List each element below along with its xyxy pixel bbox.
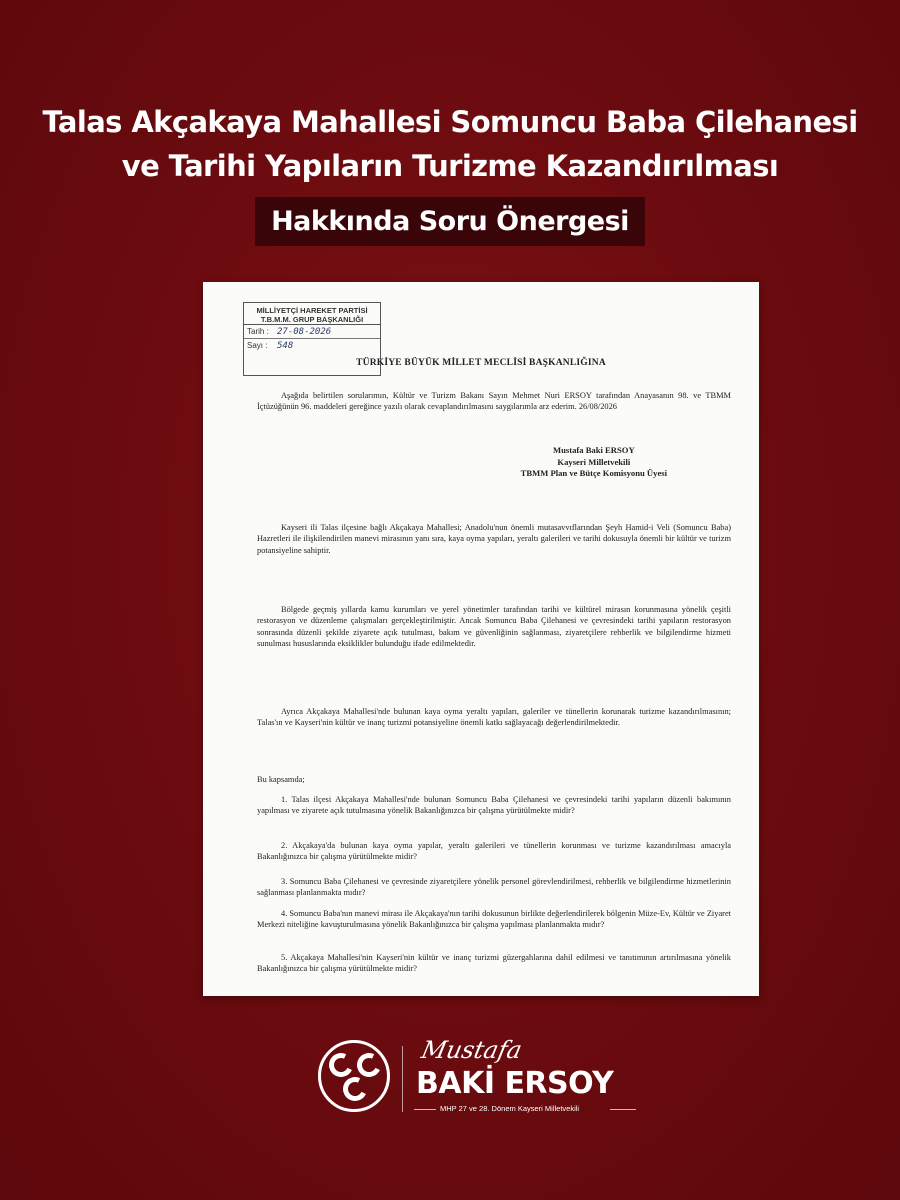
stamp-number-value: 548: [277, 340, 294, 351]
question-item: 5. Akçakaya Mahallesi'nin Kayseri'nin kültür ve inanç turizmi güzergahlarına dahil edilmesi ve tanıtımının artırılmasına yönelik Bakanlığınızca bir çalışma yürütülmekte midir?: [257, 953, 731, 974]
body-paragraph-2: Bölgede geçmiş yıllarda kamu kurumları ve yerel yönetimler tarafından tarihi ve kültürel mirasın korunmasına yönelik çeşitli restorasyon ve düzenleme çalışmaları gerçekleştirilmiştir. Ancak Somuncu Baba Çilehanesi ve çevresindeki tarihi yapıların restorasyon sonrasında düzenli şekilde ziyarete açık tutulması, bakım ve güvenliğinin sağlanması, ziyaretçilere rehberlik ve bilgilendirme hizmeti sunulması hususlarında eksiklikler bulunduğu ifade edilmektedir.: [257, 605, 731, 649]
footer-signature-script: Mustafa: [419, 1036, 525, 1064]
stamp-org-line1: MİLLİYETÇİ HAREKET PARTİSİ: [256, 306, 368, 315]
question-item: 1. Talas ilçesi Akçakaya Mahallesi'nde bulunan Somuncu Baba Çilehanesi ve çevresindeki tarihi yapıların düzenli bakımının yapılması ve ziyarete açık tutulmasına yönelik Bakanlığınızca bir çalışma yürütülmekte midir?: [257, 795, 731, 816]
crescent-icon: [354, 1050, 385, 1081]
intro-paragraph: Aşağıda belirtilen sorularımın, Kültür ve Turizm Bakanı Sayın Mehmet Nuri ERSOY tarafından Anayasanın 98. ve TBMM İçtüzüğünün 96. maddeleri gereğince yazılı olarak cevaplandırılmasını saygılarımla arz ederim. 26/08/2026: [257, 391, 731, 412]
headline: [0, 100, 900, 188]
signature-title1: Kayseri Milletvekili: [557, 456, 631, 467]
body-paragraph-1: Kayseri ili Talas ilçesine bağlı Akçakaya Mahallesi; Anadolu'nun önemli mutasavvıflarından Şeyh Hamid-i Veli (Somuncu Baba) Hazretleri ile ilişkilendirilen manevi mirasının yanı sıra, kaya oyma yapıları, yeraltı galerileri ve tarihi dokusuyla önemli bir kültür ve turizm potansiyeline sahiptir.: [257, 523, 731, 555]
scope-label: Bu kapsamda;: [257, 775, 305, 784]
question-item: 4. Somuncu Baba'nın manevi mirası ile Akçakaya'nın tarihi dokusunun birlikte değerlendirilerek bölgenin Müze-Ev, Kültür ve Ziyaret Merkezi niteliğine kavuşturulmasına yönelik Bakanlığınızca bir çalışma yapılması planlanmakta mıdır?: [257, 909, 731, 930]
body-paragraph-3: Ayrıca Akçakaya Mahallesi'nde bulunan kaya oyma yeraltı yapıları, galeriler ve tünellerin korunarak turizme kazandırılmasının; Talas'ın ve Kayseri'nin kültür ve inanç turizmi potansiyeline önemli katkı sağlayacağı değerlendirilmektedir.: [257, 707, 731, 728]
stamp-date-value: 27-08-2026: [277, 326, 332, 337]
role-line-right: [610, 1109, 636, 1110]
stamp-org-line2: T.B.M.M. GRUP BAŞKANLIĞI: [260, 315, 364, 324]
footer-divider: [402, 1046, 403, 1112]
crescent-icon: [326, 1050, 357, 1081]
subtitle-wrapper: [0, 197, 900, 246]
subtitle-badge: Hakkında Soru Önergesi: [255, 197, 645, 246]
document-page: [203, 282, 759, 996]
question-item: 3. Somuncu Baba Çilehanesi ve çevresinde ziyaretçilere yönelik personel görevlendirilmesi, rehberlik ve bilgilendirme hizmetlerinin sağlanması planlanmakta mıdır?: [257, 877, 731, 898]
document-addressee: TÜRKİYE BÜYÜK MİLLET MECLİSİ BAŞKANLIĞINA: [356, 358, 606, 368]
stamp-number-row: [244, 339, 380, 352]
question-item: 2. Akçakaya'da bulunan kaya oyma yapılar, yeraltı galerileri ve tünellerin korunması ve turizme kazandırılması amacıyla Bakanlığınızca bir çalışma yürütülmekte midir?: [257, 841, 731, 862]
stamp-date-row: [244, 325, 380, 339]
headline-line2: ve Tarihi Yapıların Turizme Kazandırılması: [121, 149, 779, 183]
footer-role: MHP 27 ve 28. Dönem Kayseri Milletvekili: [440, 1104, 580, 1113]
role-line-left: [414, 1109, 436, 1110]
stamp-date-label: Tarih :: [247, 327, 269, 336]
signature-title2: TBMM Plan ve Bütçe Komisyonu Üyesi: [520, 468, 667, 478]
headline-line1: Talas Akçakaya Mahallesi Somuncu Baba Çilehanesi: [42, 105, 858, 139]
stamp-number-label: Sayı :: [247, 341, 268, 350]
footer-brand: [318, 1036, 648, 1120]
signature-block: [521, 445, 667, 480]
footer-name: BAKİ ERSOY: [416, 1066, 614, 1101]
signature-name: Mustafa Baki ERSOY: [553, 445, 635, 455]
stamp-org: [244, 303, 380, 325]
party-emblem-icon: [318, 1040, 390, 1112]
crescent-icon: [340, 1074, 371, 1105]
